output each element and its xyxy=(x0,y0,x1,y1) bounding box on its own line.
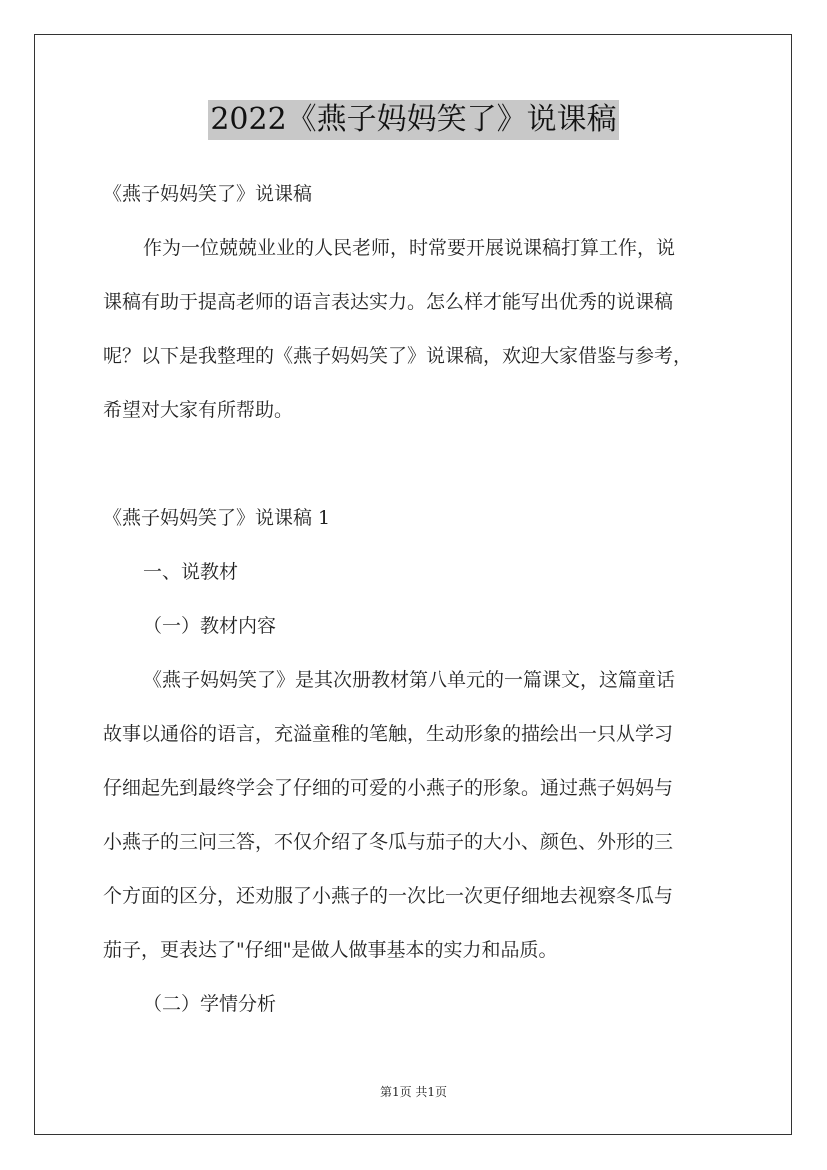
body-line-6: 茄子，更表达了"仔细"是做人做事基本的实力和品质。 xyxy=(103,939,558,961)
intro-line-3: 呢？以下是我整理的《燕子妈妈笑了》说课稿，欢迎大家借鉴与参考， xyxy=(103,345,693,367)
document-title: 2022《燕子妈妈笑了》说课稿 xyxy=(208,100,618,140)
body-line-4: 小燕子的三问三答，不仅介绍了冬瓜与茄子的大小、颜色、外形的三 xyxy=(103,831,674,853)
intro-line-2: 课稿有助于提高老师的语言表达实力。怎么样才能写出优秀的说课稿 xyxy=(103,291,674,313)
subtitle: 《燕子妈妈笑了》说课稿 xyxy=(103,183,313,205)
subheading-analysis: （二）学情分析 xyxy=(143,993,277,1015)
body-line-3: 仔细起先到最终学会了仔细的可爱的小燕子的形象。通过燕子妈妈与 xyxy=(103,777,674,799)
heading-teaching-material: 一、说教材 xyxy=(143,561,239,583)
intro-line-4: 希望对大家有所帮助。 xyxy=(103,399,294,421)
body-line-5: 个方面的区分，还劝服了小燕子的一次比一次更仔细地去视察冬瓜与 xyxy=(103,885,674,907)
title-container xyxy=(0,100,827,140)
page-footer: 第1页 共1页 xyxy=(379,1085,448,1099)
body-line-1: 《燕子妈妈笑了》是其次册教材第八单元的一篇课文，这篇童话 xyxy=(143,669,676,691)
section-title: 《燕子妈妈笑了》说课稿 1 xyxy=(103,507,331,529)
subheading-content: （一）教材内容 xyxy=(143,615,277,637)
intro-line-1: 作为一位兢兢业业的人民老师，时常要开展说课稿打算工作，说 xyxy=(143,237,676,259)
body-line-2: 故事以通俗的语言，充溢童稚的笔触，生动形象的描绘出一只从学习 xyxy=(103,723,674,745)
